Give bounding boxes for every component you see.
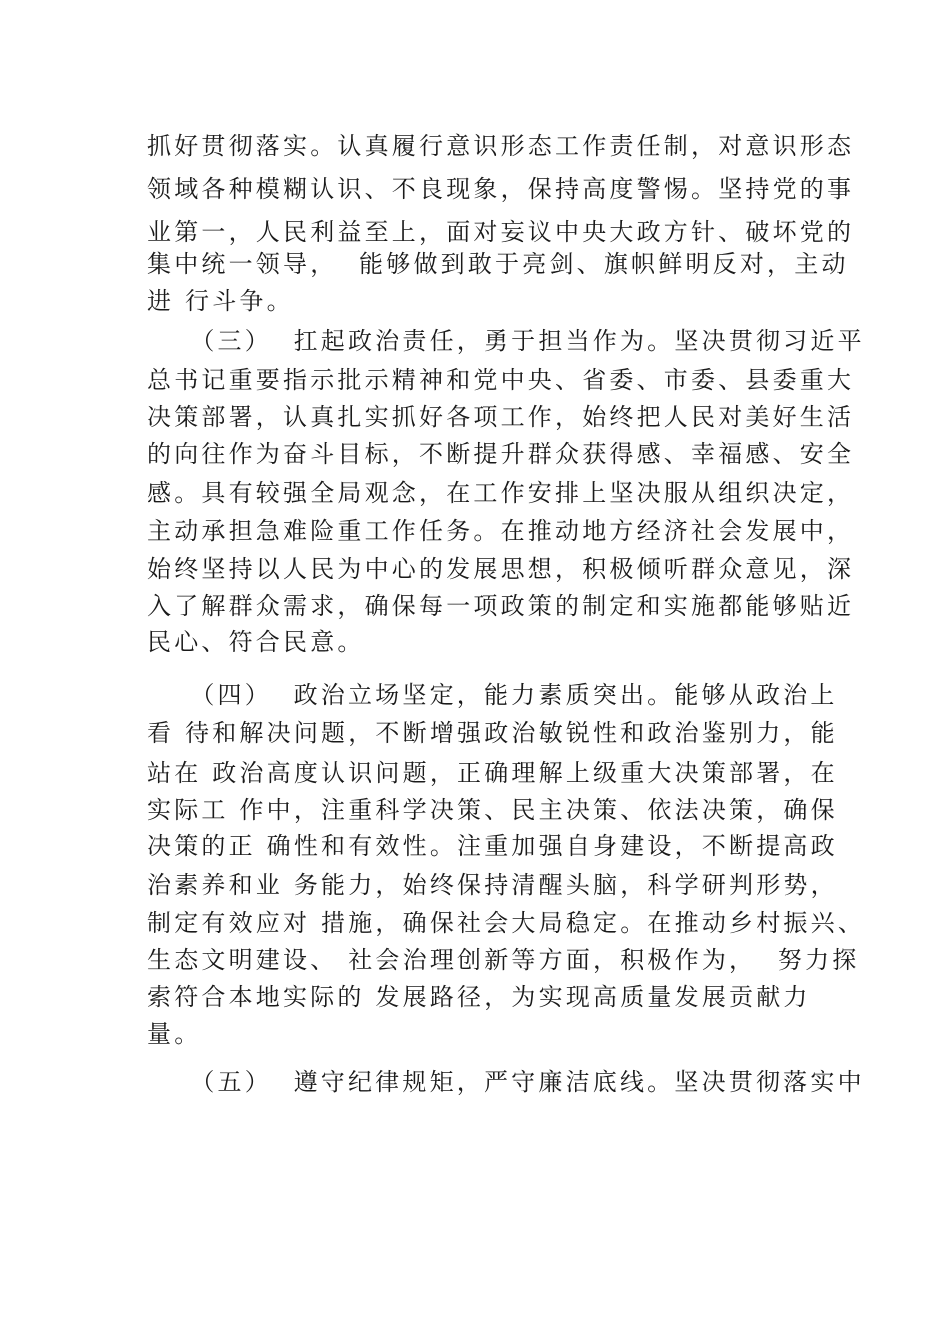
text-line: 看 待和解决问题，不断增强政治敏锐性和政治鉴别力，能 [147,719,838,747]
text-line: 决策的正 确性和有效性。注重加强自身建设，不断提高政 [147,832,838,860]
text-line: 制定有效应对 措施，确保社会大局稳定。在推动乡村振兴、 [147,909,866,937]
text-line: 民心、符合民意。 [147,628,365,656]
text-line: 生态文明建设、 社会治理创新等方面，积极作为， 努力探 [147,946,860,974]
text-line: 入了解群众需求，确保每一项政策的制定和实施都能够贴近 [147,592,855,620]
text-line: 始终坚持以人民为中心的发展思想，积极倾听群众意见，深 [147,555,855,583]
text-line: 总书记重要指示批示精神和党中央、省委、市委、县委重大 [147,366,855,394]
text-line: 抓好贯彻落实。认真履行意识形态工作责任制，对意识形态 [147,132,855,160]
text-line: 决策部署，认真扎实抓好各项工作，始终把人民对美好生活 [147,403,855,431]
text-line: 索符合本地实际的 发展路径，为实现高质量发展贡献力 [147,983,811,1011]
text-line: （三） 扛起政治责任，勇于担当作为。坚决贯彻习近平 [147,327,865,355]
text-line: 主动承担急难险重工作任务。在推动地方经济社会发展中， [147,517,855,545]
text-line: 进 行斗争。 [147,287,294,315]
text-line: （五） 遵守纪律规矩，严守廉洁底线。坚决贯彻落实中 [147,1068,865,1096]
text-line: 业第一，人民利益至上，面对妄议中央大政方针、破坏党的 [147,218,855,246]
text-line: 感。具有较强全局观念，在工作安排上坚决服从组织决定， [147,479,855,507]
text-line: 量。 [147,1020,202,1048]
text-line: 实际工 作中，注重科学决策、民主决策、依法决策，确保 [147,796,838,824]
text-line: 站在 政治高度认识问题，正确理解上级重大决策部署，在 [147,759,838,787]
text-line: 治素养和业 务能力，始终保持清醒头脑，科学研判形势， [147,871,838,899]
text-line: 的向往作为奋斗目标，不断提升群众获得感、幸福感、安全 [147,440,855,468]
text-line: 领域各种模糊认识、不良现象，保持高度警惕。坚持党的事 [147,175,855,203]
text-line: 集中统一领导， 能够做到敢于亮剑、旗帜鲜明反对，主动 [147,250,849,278]
text-line: （四） 政治立场坚定，能力素质突出。能够从政治上 [147,681,838,709]
